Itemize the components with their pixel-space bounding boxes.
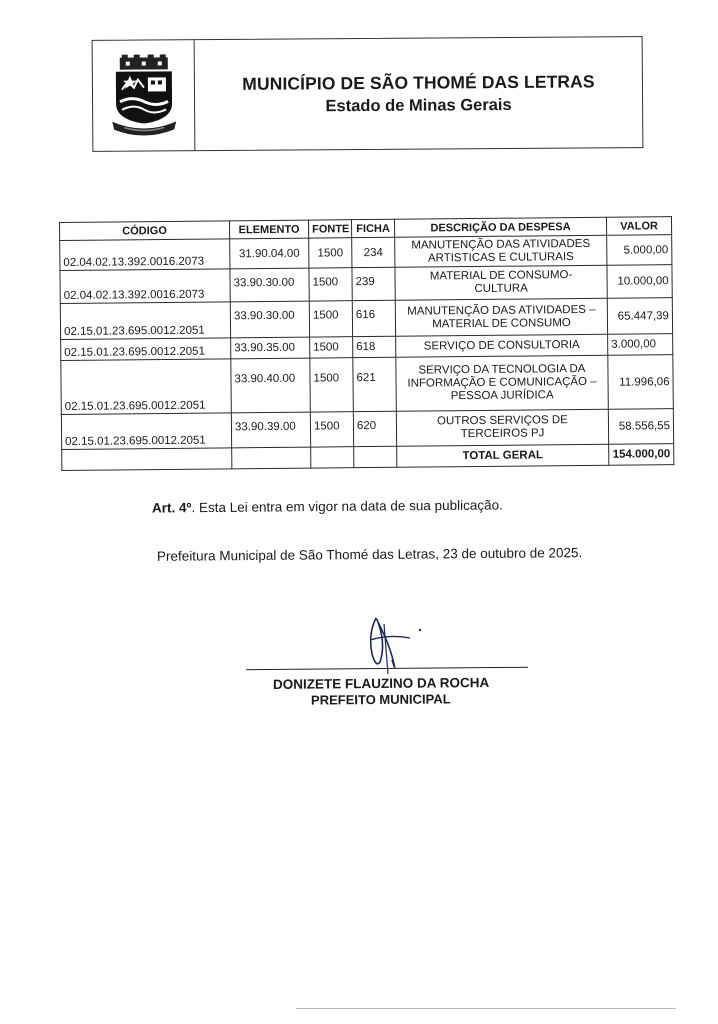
article-text: . Esta Lei entra em vigor na data de sua publicação. (191, 497, 503, 516)
cell-descricao: SERVIÇO DE CONSULTORIA (396, 334, 608, 357)
cell-ficha: 234 (352, 237, 395, 267)
cell-empty (232, 447, 311, 469)
cell-ficha: 616 (352, 300, 395, 336)
place-date: Prefeitura Municipal de São Thomé das Letras, 23 de outubro de 2025. (156, 545, 583, 564)
cell-valor: 65.447,39 (607, 298, 672, 335)
cell-codigo: 02.15.01.23.695.0012.2051 (61, 359, 232, 415)
cell-ficha: 621 (353, 357, 397, 411)
cell-descricao: OUTROS SERVIÇOS DE TERCEIROS PJ (396, 409, 608, 446)
logo-cell (93, 40, 196, 151)
cell-empty (62, 448, 232, 471)
cell-ficha: 239 (352, 267, 395, 300)
cell-codigo: 02.15.01.23.695.0012.2051 (61, 413, 231, 450)
cell-empty (311, 447, 354, 468)
letterhead-titles (195, 37, 643, 150)
column-header-descricao: DESCRIÇÃO DA DESPESA (394, 217, 606, 237)
cell-fonte: 1500 (309, 238, 352, 268)
cell-valor: 5.000,00 (607, 235, 672, 266)
column-header-codigo: CÓDIGO (60, 221, 230, 241)
column-header-ficha: FICHA (351, 219, 394, 237)
total-label: TOTAL GERAL (397, 444, 609, 467)
cell-codigo: 02.15.01.23.695.0012.2051 (61, 338, 231, 361)
expense-table-wrapper (59, 216, 673, 471)
cell-valor: 58.556,55 (608, 409, 673, 445)
column-header-valor: VALOR (606, 217, 671, 236)
cell-codigo: 02.04.02.13.392.0016.2073 (60, 269, 230, 304)
signer-name: DONIZETE FLAUZINO DA ROCHA (272, 675, 490, 692)
cell-descricao: MATERIAL DE CONSUMO-CULTURA (395, 265, 607, 300)
article-label: Art. 4º (151, 500, 192, 516)
cell-fonte: 1500 (309, 301, 352, 337)
cell-codigo: 02.04.02.13.392.0016.2073 (60, 239, 230, 271)
table-total-row (62, 444, 674, 471)
cell-elemento: 33.90.35.00 (231, 337, 310, 359)
page-bottom-rule (296, 1008, 676, 1009)
cell-valor: 11.996,06 (608, 355, 674, 410)
cell-valor: 10.000,00 (607, 265, 672, 299)
handwritten-signature (350, 604, 430, 684)
cell-empty (354, 446, 397, 467)
cell-elemento: 33.90.39.00 (231, 412, 310, 448)
article-paragraph (152, 497, 503, 515)
cell-elemento: 33.90.30.00 (230, 268, 309, 302)
column-header-fonte: FONTE (308, 220, 351, 238)
cell-valor: 3.000,00 (608, 334, 673, 356)
cell-fonte: 1500 (310, 412, 353, 447)
total-value: 154.000,00 (609, 444, 674, 466)
municipality-title: MUNICÍPIO DE SÃO THOMÉ DAS LETRAS (242, 70, 595, 94)
cell-ficha: 618 (353, 336, 396, 357)
cell-elemento: 31.90.04.00 (230, 238, 309, 269)
cell-descricao: SERVIÇO DA TECNOLOGIA DA INFORMAÇÃO E COMUNICAÇÃO – PESSOA JURÍDICA (396, 355, 609, 411)
expense-table (59, 216, 674, 471)
signer-role: PREFEITO MUNICIPAL (310, 691, 451, 708)
table-row (60, 298, 672, 340)
cell-fonte: 1500 (309, 268, 352, 301)
state-subtitle: Estado de Minas Gerais (325, 95, 512, 115)
cell-ficha: 620 (353, 411, 396, 446)
table-row (61, 355, 673, 415)
cell-fonte: 1500 (310, 358, 354, 412)
table-row (61, 409, 673, 450)
cell-descricao: MANUTENÇÃO DAS ATIVIDADES – MATERIAL DE CONSUMO (395, 298, 607, 336)
cell-elemento: 33.90.40.00 (231, 358, 311, 413)
letterhead (92, 36, 644, 152)
cell-descricao: MANUTENÇÃO DAS ATIVIDADES ARTISTICAS E CULTURAIS (395, 235, 607, 267)
cell-fonte: 1500 (310, 337, 353, 358)
coat-of-arms-logo (107, 53, 180, 138)
cell-elemento: 33.90.30.00 (230, 301, 309, 338)
cell-codigo: 02.15.01.23.695.0012.2051 (60, 302, 230, 340)
column-header-elemento: ELEMENTO (229, 220, 308, 239)
